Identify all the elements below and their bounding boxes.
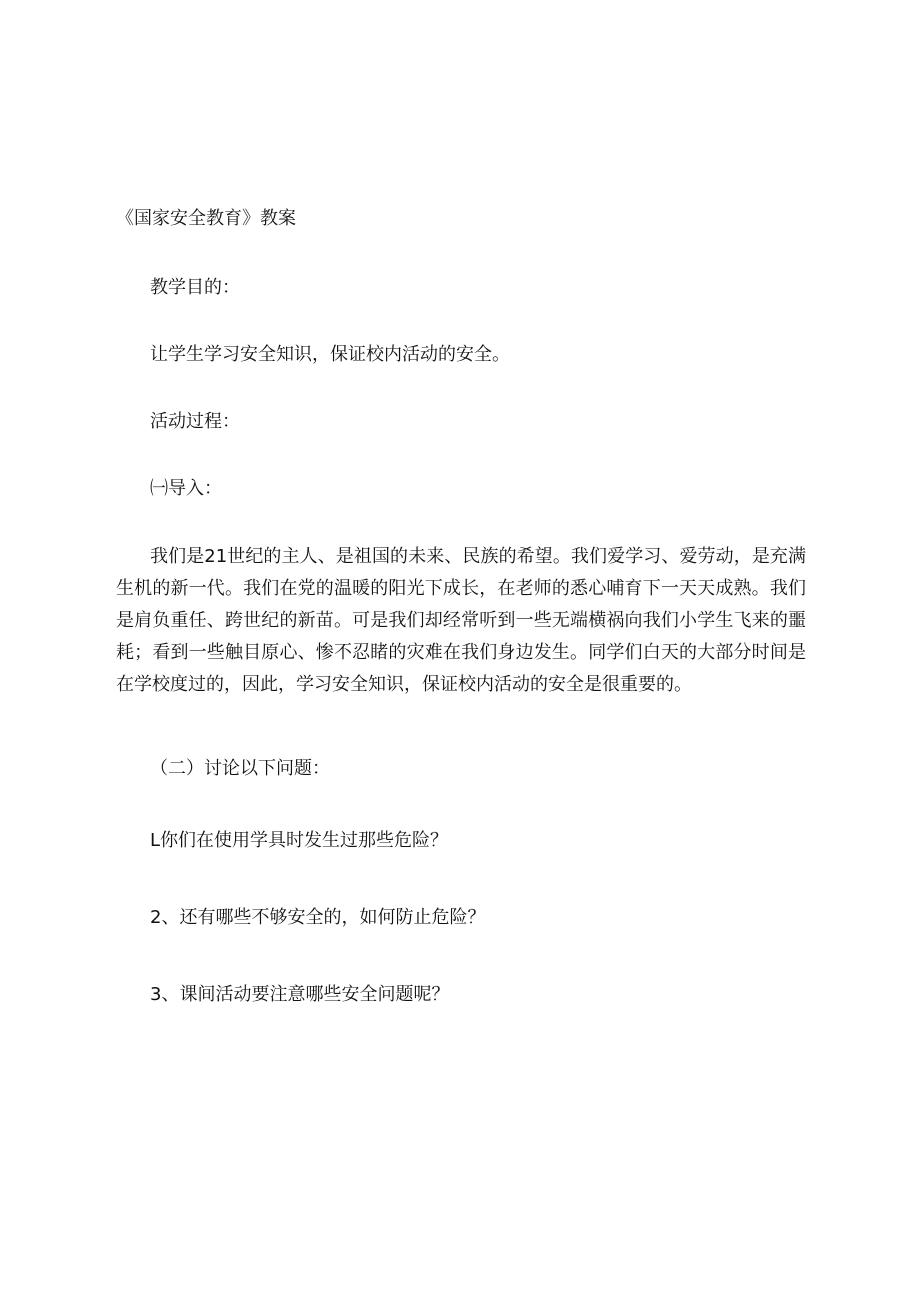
- process-heading: 活动过程：: [150, 411, 240, 432]
- question-item: 2、还有哪些不够安全的，如何防止危险？: [150, 907, 486, 928]
- question-item: 3、课间活动要注意哪些安全问题呢？: [150, 984, 450, 1005]
- intro-paragraph: 我们是21世纪的主人、是祖国的未来、民族的希望。我们爱学习、爱劳动，是充满生机的新一代。我们在党的温暖的阳光下成长，在老师的悉心哺育下一天天成熟。我们是肩负重任、跨世纪的新苗。可是我们却经常听到一些无端横祸向我们小学生飞来的噩耗；看到一些触目原心、惨不忍睹的灾难在我们身边发生。同学们白天的大部分时间是在学校度过的，因此，学习安全知识，保证校内活动的安全是很重要的。: [116, 546, 806, 695]
- objective-heading: 教学目的：: [150, 277, 240, 298]
- objective-text: 让学生学习安全知识，保证校内活动的安全。: [150, 344, 510, 365]
- document-title: 《国家安全教育》教案: [116, 208, 296, 229]
- question-item: L你们在使用学具时发生过那些危险？: [150, 830, 449, 851]
- part2-heading: （二）讨论以下问题：: [150, 758, 330, 779]
- part1-heading: ㈠导入：: [150, 478, 222, 499]
